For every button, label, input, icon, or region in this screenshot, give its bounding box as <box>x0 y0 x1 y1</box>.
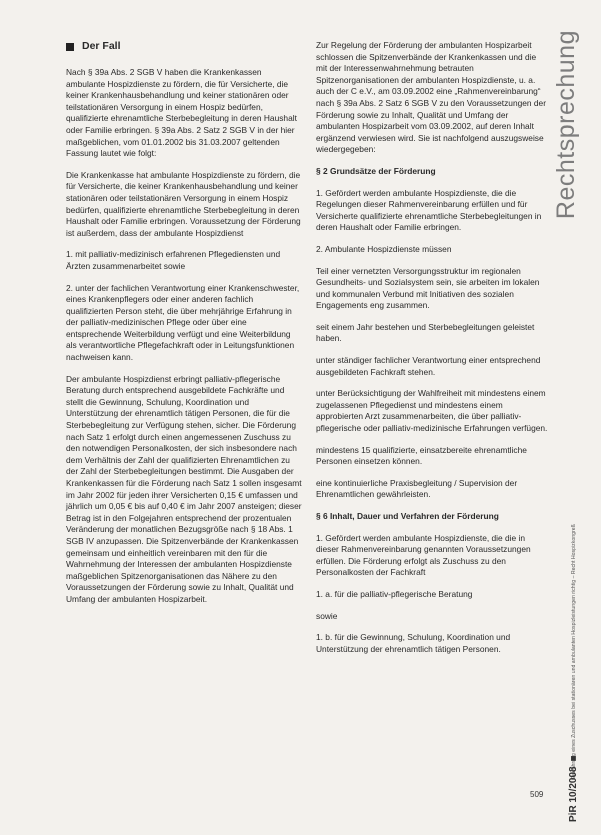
section-heading <box>66 40 302 53</box>
paragraph: 1. a. für die palliativ-pflegerische Beratung <box>316 588 473 599</box>
paragraph: mindestens 15 qualifizierte, einsatzbereite ehrenamtliche Personen einsetzen können. <box>316 444 527 467</box>
subsection-title: § 2 Grundsätze der Förderung <box>316 165 436 176</box>
paragraph: 1. mit palliativ-medizinisch erfahrenen Pflegediensten und Ärzten zusammenarbeitet sowie <box>66 249 281 271</box>
section-label-text: Rechtsprechung <box>551 30 580 220</box>
paragraph: 2. unter der fachlichen Verantwortung einer Krankenschwester, eines Krankenpflegers oder einer anderen fachlich qualifizierten Person steht, die über mehrjährige Erfahrung in der palliativ-medizinischen Pflege oder über eine entsprechende Weiterbildung verfügt und eine Weiterbildung als verantwortliche Pflegefachkraft oder in Leitungsfunktionen nachweisen kann. <box>66 282 300 363</box>
journal-mark <box>558 752 588 822</box>
paragraph: 1. Gefördert werden ambulante Hospizdienste, die die in dieser Rahmenvereinbarung genannten Voraussetzungen erfüllen. Die Förderung erfolgt als Zuschuss zu den Personalkosten der Fachkraft <box>316 532 531 578</box>
paragraph: Teil einer vernetzten Versorgungsstruktur im regionalen Gesundheits- und Sozialsystem sein, sie arbeiten im lokalen und kommunalen Verbund mit Initiativen des sozialen Engagements eng zusammen. <box>316 265 540 311</box>
heading-text: Der Fall <box>82 40 121 52</box>
paragraph: 2. Ambulante Hospizdienste müssen <box>316 243 452 254</box>
paragraph: eine kontinuierliche Praxisbegleitung / Supervision der Ehrenamtlichen gewährleisten. <box>316 477 518 500</box>
paragraph: Die Krankenkasse hat ambulante Hospizdienste zu fördern, die für Versicherte, die keiner Krankenhausbehandlung und keiner stationären oder teilstationären Versorgung in einem Hospiz bedürfen, qualifizierte ehrenamtliche Sterbebegleitung in deren Haushalt oder Familie erbringen. Voraussetzung der Förderung ist außerdem, dass der ambulante Hospizdienst <box>66 169 301 238</box>
paragraph: 1. Gefördert werden ambulante Hospizdienste, die die Regelungen dieser Rahmenvereinbarung erfüllen und für Versicherte qualifizierte ehrenamtliche Sterbebegleitungen in deren Haushalt oder Familie erbringen. <box>316 187 542 233</box>
right-column <box>316 40 548 665</box>
paragraph: Nach § 39a Abs. 2 SGB V haben die Krankenkassen ambulante Hospizdienste zu fördern, die für Versicherte, die keiner Krankenhausbehandlung und keiner stationären oder teilstationären Versorgung in einem Hospiz bedürfen, qualifizierte ehrenamtliche Sterbebegleitung in deren Haushalt oder Familie erbringen. § 39a Abs. 2 Satz 2 SGB V in der hier maßgeblichen, vom 01.01.2002 bis 31.03.2007 geltenden Fassung lautet wie folgt: <box>66 67 297 159</box>
paragraph: Zur Regelung der Förderung der ambulanten Hospizarbeit schlossen die Spitzenverbände der Krankenkassen und die mit der Interessenwahrnehmung betrauten Spitzenorganisationen der ambulanten Hospizdienste, u. a. auch der C e.V., am 03.09.2002 eine „Rahmenvereinbarung“ nach § 39a Abs. 2 Satz 6 SGB V zu den Voraussetzungen der Förderung sowie zu Inhalt, Qualität und Umfang der ambulanten Hospizarbeit vom 03.09.2002, auf deren Inhalt ergänzend verwiesen wird. Sie ist nachfolgend auszugsweise wiedergegeben: <box>316 40 547 155</box>
journal-mark-text: PiR 10/2008 ■ <box>567 752 579 822</box>
paragraph: 1. b. für die Gewinnung, Schulung, Koordination und Unterstützung der ehrenamtlich tätigen Personen. <box>316 632 511 654</box>
side-caption <box>566 524 582 780</box>
paragraph: sowie <box>316 610 338 621</box>
paragraph: Der ambulante Hospizdienst erbringt palliativ-pflegerische Beratung durch entsprechend ausgebildete Fachkräfte und stellt die Gewinnung, Schulung, Koordination und Unterstützung der ehrenamtlich tätigen Personen, die für die Sterbebegleitung zur Verfügung stehen, sicher. Die Förderung nach Satz 1 erfolgt durch einen angemessenen Zuschuss zu den notwendigen Personalkosten, der sich insbesondere nach dem Verhältnis der Zahl der qualifizierten Ehrenamtlichen zu der Zahl der Sterbebegleitungen bestimmt. Die Ausgaben der Krankenkassen für die Förderung nach Satz 1 sollen insgesamt im Jahr 2002 für jeden ihrer Versicherten 0,15 € umfassen und jährlich um 0,05 € bis auf 0,40 € im Jahr 2007 ansteigen; dieser Betrag ist in den Folgejahren entsprechend der prozentualen Veränderung der monatlichen Bezugsgröße nach § 18 Abs. 1 SGB IV anzupassen. Die Spitzenverbände der Krankenkassen gemeinsam und einheitlich vereinbaren mit den für die Wahrnehmung der Interessen der ambulanten Hospizdienste maßgeblichen Spitzenorganisationen das Nähere zu den Voraussetzungen der Förderung sowie zu Inhalt, Qualität und Umfang der ambulanten Hospizarbeit. <box>66 373 302 604</box>
paragraph: unter ständiger fachlicher Verantwortung einer entsprechend ausgebildeten Fachkraft stehen. <box>316 355 541 377</box>
section-label-vertical <box>548 30 584 280</box>
paragraph: seit einem Jahr bestehen und Sterbebegleitungen geleistet haben. <box>316 321 535 344</box>
square-bullet-icon <box>66 43 74 51</box>
page-number: 509 <box>530 790 544 799</box>
subsection-title: § 6 Inhalt, Dauer und Verfahren der Förderung <box>316 511 499 521</box>
side-caption-text: Gewährung eines Zuschusses bei stationären und ambulanten Hospizleistungen richtig – Recht Hospizkongreß <box>571 524 577 780</box>
paragraph: unter Berücksichtigung der Wahlfreiheit mit mindestens einem zugelassenen Pflegedienst und mindestens einem approbierten Arzt zusammenarbeiten, die über palliativ-pflegerische oder palliativ-medizinische Erfahrungen verfügen. <box>316 388 548 434</box>
left-column <box>66 40 302 616</box>
